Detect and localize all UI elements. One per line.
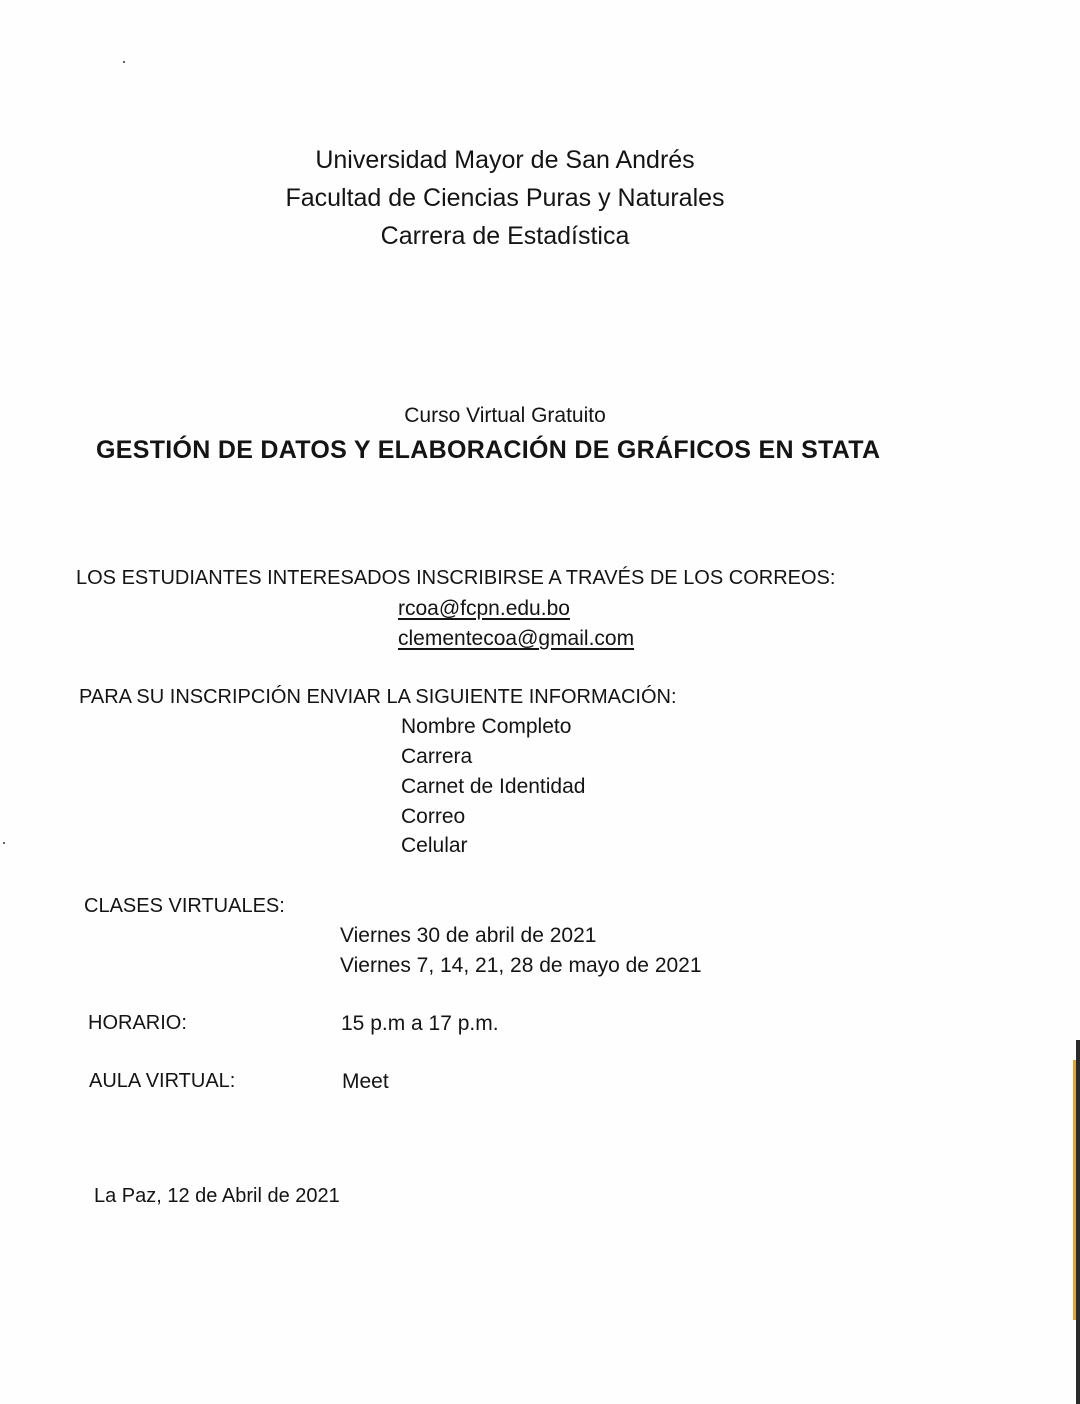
classes-label: CLASES VIRTUALES: bbox=[84, 895, 285, 917]
hours-label: HORARIO: bbox=[88, 1012, 187, 1034]
requirement-item: Celular bbox=[401, 834, 468, 857]
scan-edge-mark bbox=[1076, 1040, 1080, 1404]
career-name: Carrera de Estadística bbox=[380, 222, 630, 250]
email-link-clementecoa[interactable]: clementecoa@gmail.com bbox=[398, 627, 635, 650]
scan-speck bbox=[3, 842, 5, 844]
requirement-item: Correo bbox=[401, 805, 466, 828]
course-title: GESTIÓN DE DATOS Y ELABORACIÓN DE GRÁFICOS EN STATA bbox=[96, 436, 881, 464]
email-link-rcoa[interactable]: rcoa@fcpn.edu.bo bbox=[398, 597, 570, 620]
requirement-item: Carnet de Identidad bbox=[401, 775, 586, 798]
course-subtitle: Curso Virtual Gratuito bbox=[404, 404, 606, 427]
requirement-item: Carrera bbox=[401, 745, 473, 768]
scan-speck bbox=[123, 61, 125, 63]
hours-value: 15 p.m a 17 p.m. bbox=[341, 1012, 499, 1035]
place-date: La Paz, 12 de Abril de 2021 bbox=[94, 1185, 340, 1207]
scan-edge-mark bbox=[1073, 1060, 1076, 1320]
class-date: Viernes 7, 14, 21, 28 de mayo de 2021 bbox=[340, 954, 702, 977]
class-date: Viernes 30 de abril de 2021 bbox=[340, 924, 597, 947]
requirements-heading: PARA SU INSCRIPCIÓN ENVIAR LA SIGUIENTE INFORMACIÓN: bbox=[79, 686, 677, 708]
university-name: Universidad Mayor de San Andrés bbox=[315, 146, 695, 174]
requirement-item: Nombre Completo bbox=[401, 715, 572, 738]
virtual-room-label: AULA VIRTUAL: bbox=[89, 1070, 236, 1092]
virtual-room-value: Meet bbox=[342, 1070, 389, 1093]
registration-heading: LOS ESTUDIANTES INTERESADOS INSCRIBIRSE A TRAVÉS DE LOS CORREOS: bbox=[76, 567, 836, 589]
faculty-name: Facultad de Ciencias Puras y Naturales bbox=[285, 184, 725, 212]
